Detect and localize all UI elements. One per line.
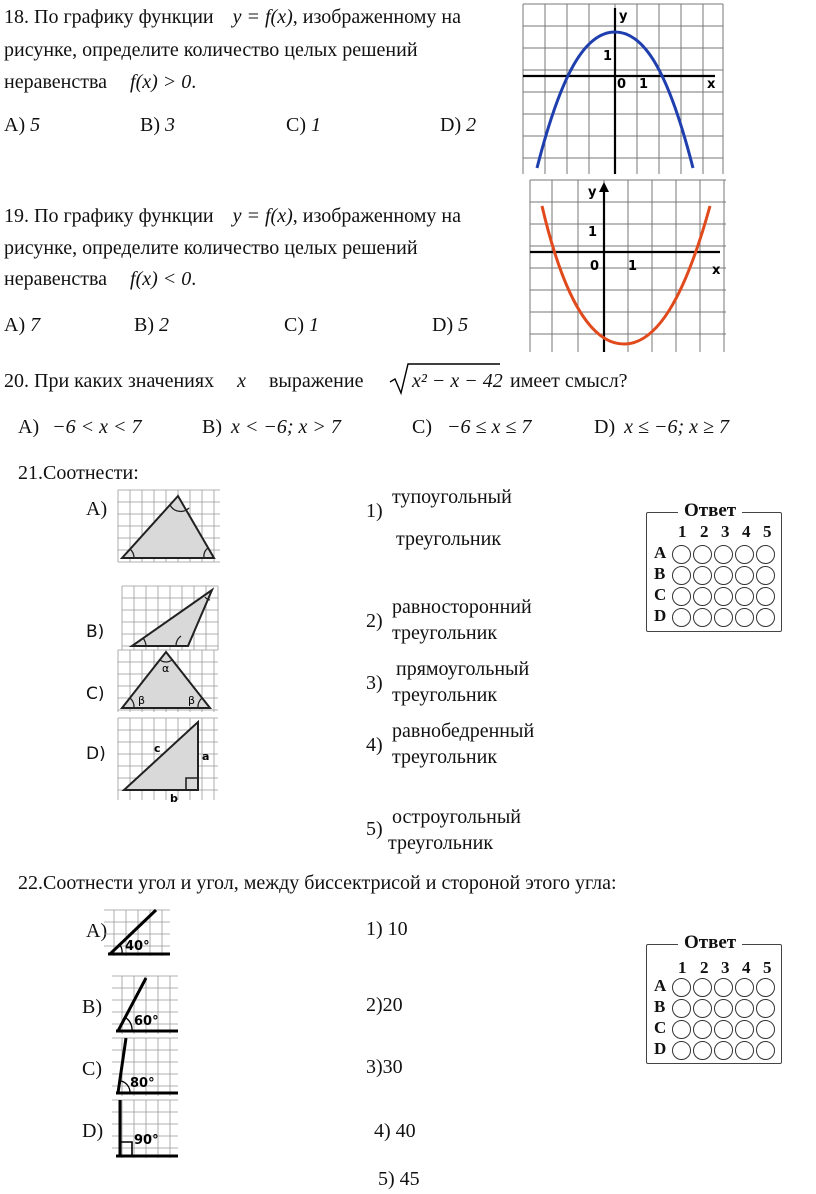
option-value: x < −6; x > 7 xyxy=(231,416,341,438)
answer-col-header: 1 xyxy=(678,522,687,541)
q19-option-b xyxy=(134,314,169,337)
q19-line1 xyxy=(4,205,461,228)
q20-variable: x xyxy=(237,370,246,392)
q18-text-post: , изображенному на xyxy=(292,6,461,28)
option-value: 5 xyxy=(458,314,469,336)
option-letter: C) xyxy=(412,416,432,438)
q19-y-label: y xyxy=(588,185,597,200)
item-num: 2) xyxy=(366,994,383,1016)
answer-col-header: 2 xyxy=(700,522,709,541)
option-letter: D) xyxy=(432,314,454,336)
answer-row-header: A xyxy=(654,543,667,562)
answer-bubble[interactable] xyxy=(693,587,712,606)
item-value: 20 xyxy=(382,994,403,1016)
q22-label-d: D) xyxy=(82,1120,104,1142)
option-value: 2 xyxy=(466,114,477,136)
answer-bubble[interactable] xyxy=(693,545,712,564)
q22-answer-title: Ответ xyxy=(678,932,742,954)
q22-angle-d xyxy=(112,1098,178,1160)
answer-bubble[interactable] xyxy=(672,978,691,997)
q21-item-3-line1: прямоугольный xyxy=(396,658,530,680)
item-num: 3) xyxy=(366,1056,383,1078)
item-value: 30 xyxy=(382,1056,403,1078)
answer-bubble[interactable] xyxy=(735,1020,754,1039)
option-letter: B) xyxy=(202,416,222,438)
option-letter: D) xyxy=(440,114,462,136)
q19-parabola-curve xyxy=(542,206,710,344)
q21-alpha-label: α xyxy=(162,662,170,675)
answer-bubble[interactable] xyxy=(735,566,754,585)
q22-label-c: C) xyxy=(82,1058,102,1080)
q22-title: 22.Соотнести угол и угол, между биссектрисой и стороной этого угла: xyxy=(18,872,617,894)
option-letter: A) xyxy=(18,416,40,438)
answer-bubble[interactable] xyxy=(714,999,733,1018)
q19-option-d xyxy=(432,314,468,337)
q22-item-1 xyxy=(366,918,408,941)
q19-option-c xyxy=(284,314,319,337)
option-value: x ≤ −6; x ≥ 7 xyxy=(624,416,729,438)
answer-bubble[interactable] xyxy=(735,978,754,997)
answer-bubble[interactable] xyxy=(756,978,775,997)
q19-text-post: , изображенному на xyxy=(292,205,461,227)
q19-text-pre: 19. По графику функции xyxy=(4,205,214,227)
q22-label-a: A) xyxy=(86,920,108,942)
answer-col-header: 2 xyxy=(700,958,709,977)
q18-graph xyxy=(523,4,723,174)
q18-one-y-label: 1 xyxy=(603,49,613,64)
q18-line1 xyxy=(4,6,461,29)
q20-text-post: имеет смысл? xyxy=(510,370,628,392)
item-num: 5) xyxy=(378,1168,395,1190)
answer-bubble[interactable] xyxy=(714,608,733,627)
q21-item-1-num: 1) xyxy=(366,500,383,522)
answer-bubble[interactable] xyxy=(735,587,754,606)
q22-item-3 xyxy=(366,1056,403,1079)
q18-origin-label: 0 xyxy=(617,77,627,92)
q21-triangle-a xyxy=(118,490,220,562)
q21-title: 21.Соотнести: xyxy=(18,462,139,484)
answer-row-header: B xyxy=(654,997,666,1016)
answer-bubble[interactable] xyxy=(735,999,754,1018)
q21-item-2-line2: треугольник xyxy=(392,622,498,644)
q19-formula: y = f(x) xyxy=(232,205,293,227)
option-value: 3 xyxy=(165,114,175,136)
answer-bubble[interactable] xyxy=(714,978,733,997)
q21-beta-right-label: β xyxy=(188,694,196,707)
q21-beta-left-label: β xyxy=(138,694,146,707)
answer-row-header: D xyxy=(654,606,667,625)
option-value: 7 xyxy=(30,314,41,336)
q22-item-2 xyxy=(366,994,403,1017)
q18-line3 xyxy=(4,71,196,94)
answer-bubble[interactable] xyxy=(735,1041,754,1060)
answer-bubble[interactable] xyxy=(714,545,733,564)
answer-bubble[interactable] xyxy=(693,608,712,627)
q19-graph xyxy=(530,180,726,352)
answer-bubble[interactable] xyxy=(693,999,712,1018)
q22-item-4 xyxy=(374,1120,416,1143)
answer-bubble[interactable] xyxy=(672,587,691,606)
answer-bubble[interactable] xyxy=(693,566,712,585)
answer-col-header: 4 xyxy=(742,958,751,977)
q22-angle-b xyxy=(112,974,178,1036)
q19-line3 xyxy=(4,268,196,291)
q19-x-label: x xyxy=(712,263,721,278)
q19-line2: рисунке, определите количество целых решений xyxy=(4,237,418,259)
answer-col-header: 3 xyxy=(721,522,730,541)
option-value: −6 < x < 7 xyxy=(52,416,142,438)
q21-item-2-num: 2) xyxy=(366,610,383,632)
option-letter: D) xyxy=(594,416,616,438)
q18-line2: рисунке, определите количество целых решений xyxy=(4,39,418,61)
answer-bubble[interactable] xyxy=(714,1041,733,1060)
q22-angle-b-label: 60° xyxy=(134,1014,159,1029)
option-letter: C) xyxy=(286,114,306,136)
q20-question xyxy=(4,370,363,393)
answer-bubble[interactable] xyxy=(756,608,775,627)
option-value: 1 xyxy=(311,114,321,136)
q21-triangle-d xyxy=(118,716,218,804)
answer-bubble[interactable] xyxy=(693,1041,712,1060)
answer-bubble[interactable] xyxy=(735,608,754,627)
q21-item-2-line1: равносторонний xyxy=(392,596,532,618)
q22-item-5 xyxy=(378,1168,420,1191)
option-value: 1 xyxy=(309,314,319,336)
answer-row-header: C xyxy=(654,1018,667,1037)
q21-item-1-line2: треугольник xyxy=(396,528,502,550)
option-letter: C) xyxy=(284,314,304,336)
answer-col-header: 1 xyxy=(678,958,687,977)
answer-row-header: A xyxy=(654,976,667,995)
q21-item-3-num: 3) xyxy=(366,672,383,694)
q21-label-c: C) xyxy=(86,684,105,704)
answer-bubble[interactable] xyxy=(714,566,733,585)
q22-angle-c xyxy=(112,1036,178,1098)
item-num: 1) xyxy=(366,918,383,940)
answer-row-header: C xyxy=(654,585,667,604)
option-value: −6 ≤ x ≤ 7 xyxy=(447,416,532,438)
q18-inequality: f(x) > 0 xyxy=(130,71,192,93)
answer-bubble[interactable] xyxy=(693,1020,712,1039)
q19-one-x-label: 1 xyxy=(628,259,638,274)
q21-item-5-num: 5) xyxy=(366,818,383,840)
q19-inequality: f(x) < 0 xyxy=(130,268,192,290)
q18-option-c xyxy=(286,114,321,137)
q18-x-label: x xyxy=(707,77,716,92)
answer-row-header: D xyxy=(654,1039,667,1058)
q21-item-3-line2: треугольник xyxy=(392,684,498,706)
q19-dot: . xyxy=(191,268,197,290)
answer-bubble[interactable] xyxy=(714,587,733,606)
q21-item-5-line1: остроугольный xyxy=(392,806,521,828)
option-value: 5 xyxy=(30,114,41,136)
option-letter: B) xyxy=(140,114,160,136)
q18-formula: y = f(x) xyxy=(232,6,293,28)
answer-bubble[interactable] xyxy=(672,608,691,627)
q22-label-b: B) xyxy=(82,996,102,1018)
item-value: 40 xyxy=(395,1120,416,1142)
q21-label-d: D) xyxy=(86,744,106,764)
q19-y-arrow xyxy=(599,182,609,192)
answer-bubble[interactable] xyxy=(756,1020,775,1039)
answer-bubble[interactable] xyxy=(693,978,712,997)
q21-item-1-line1: тупоугольный xyxy=(392,486,512,508)
q22-angle-c-label: 80° xyxy=(130,1076,155,1091)
q20-text-mid: выражение xyxy=(268,370,364,392)
q18-option-b xyxy=(140,114,175,137)
q21-label-b: B) xyxy=(86,622,105,642)
answer-bubble[interactable] xyxy=(672,545,691,564)
q20-radicand: x² − x − 42 xyxy=(412,370,503,392)
answer-col-header: 3 xyxy=(721,958,730,977)
q21-item-4-line2: треугольник xyxy=(392,746,498,768)
q21-side-a-label: a xyxy=(202,750,210,763)
answer-bubble[interactable] xyxy=(672,1020,691,1039)
q19-origin-label: 0 xyxy=(590,259,600,274)
q21-item-5-line2: треугольник xyxy=(388,832,494,854)
answer-bubble[interactable] xyxy=(756,545,775,564)
option-letter: B) xyxy=(134,314,154,336)
q19-one-y-label: 1 xyxy=(588,225,598,240)
q19-option-a xyxy=(4,314,40,337)
answer-bubble[interactable] xyxy=(756,587,775,606)
q21-label-a: A) xyxy=(86,498,108,520)
option-letter: A) xyxy=(4,114,26,136)
q19-line3-text: неравенства xyxy=(4,268,108,290)
answer-bubble[interactable] xyxy=(672,566,691,585)
answer-row-header: B xyxy=(654,564,666,583)
q20-option-c xyxy=(412,416,531,439)
q22-angle-d-label: 90° xyxy=(134,1133,159,1148)
q21-answer-title: Ответ xyxy=(678,500,742,522)
q18-option-d xyxy=(440,114,476,137)
answer-bubble[interactable] xyxy=(756,566,775,585)
answer-col-header: 5 xyxy=(763,522,772,541)
q21-triangle-c xyxy=(118,650,218,712)
q21-item-4-num: 4) xyxy=(366,734,383,756)
q18-text-pre: 18. По графику функции xyxy=(4,6,214,28)
q21-triangle-b xyxy=(122,586,218,650)
q18-one-x-label: 1 xyxy=(639,77,649,92)
answer-col-header: 5 xyxy=(763,958,772,977)
q20-option-d xyxy=(594,416,729,439)
answer-bubble[interactable] xyxy=(756,1041,775,1060)
item-num: 4) xyxy=(374,1120,391,1142)
answer-bubble[interactable] xyxy=(735,545,754,564)
item-value: 45 xyxy=(399,1168,420,1190)
option-letter: A) xyxy=(4,314,26,336)
answer-bubble[interactable] xyxy=(714,1020,733,1039)
q20-option-a xyxy=(18,416,141,439)
answer-bubble[interactable] xyxy=(672,1041,691,1060)
item-value: 10 xyxy=(387,918,408,940)
q18-y-label: y xyxy=(619,9,628,24)
q21-item-4-line1: равнобедренный xyxy=(392,720,535,742)
q18-dot: . xyxy=(191,71,197,93)
q20-option-b xyxy=(202,416,341,439)
answer-col-header: 4 xyxy=(742,522,751,541)
q22-angle-a-label: 40° xyxy=(125,939,150,954)
q21-side-c-label: c xyxy=(154,742,161,755)
q20-text-pre: 20. При каких значениях xyxy=(4,370,215,392)
answer-bubble[interactable] xyxy=(756,999,775,1018)
option-value: 2 xyxy=(159,314,169,336)
answer-bubble[interactable] xyxy=(672,999,691,1018)
q21-side-b-label: b xyxy=(170,792,178,805)
q18-option-a xyxy=(4,114,40,137)
q18-line3-text: неравенства xyxy=(4,71,108,93)
q22-angle-a xyxy=(104,908,170,958)
